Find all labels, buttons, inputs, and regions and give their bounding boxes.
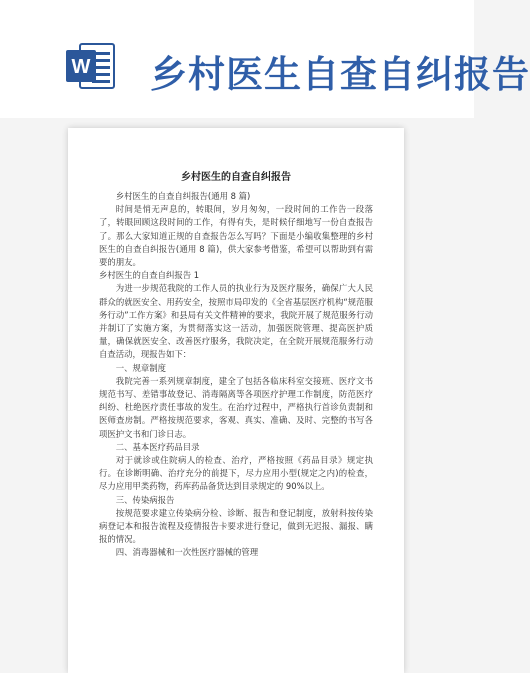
report-intro-paragraph: 为进一步规范我院的工作人员的执业行为及医疗服务，确保广大人民群众的就医安全、用药安全，按照市局印发的《全省基层医疗机构“规范服务行动”工作方案》和县局有关文件精神的要求，我院开展了规范服务行动并制订了实施方案，为贯彻落实这一活动，加强医院管理、提高医护质量，确保就医安全、改善医疗服务，我院决定，在全院开展规范服务行动自查活动，现报告如下： [99, 283, 373, 360]
section-heading: 二、基本医疗药品目录 [115, 441, 200, 452]
report-heading: 乡村医生的自查自纠报告 1 [99, 270, 200, 281]
section-heading: 一、规章制度 [115, 362, 167, 373]
word-document-icon [66, 40, 116, 92]
intro-paragraph: 时间是悄无声息的，转眼间，岁月匆匆，一段时间的工作告一段落了，转眼回顾这段时间的工作，有得有失，是时候仔细地写一份自查报告了。那么大家知道正规的自查报告怎么写吗？下面是小编收集整理的乡村医生的自查自纠报告(通用 8 篇)，供大家参考借鉴，希望可以帮助到有需要的朋友。 [99, 204, 373, 268]
document-subtitle: 乡村医生的自查自纠报告(通用 8 篇) [115, 191, 251, 201]
svg-text:W: W [71, 56, 91, 78]
section-paragraph: 我院完善一系列规章制度，建全了包括各临床科室交接班、医疗文书规范书写、差错事故登记、消毒隔离等各项医疗护理工作制度，防范医疗纠纷、杜绝医疗责任事故的发生。在治疗过程中，严格执行首诊负责制和医师查房制。严格按规范要求，客观、真实、准确、及时、完整的书写各项医护文书和门诊日志。 [99, 375, 373, 439]
header-banner [0, 0, 530, 118]
section-heading: 四、消毒器械和一次性医疗器械的管理 [115, 547, 259, 558]
section-paragraph: 对于就诊或住院病人的检查、治疗，严格按照《药品目录》规定执行。在诊断明确、治疗充分的前提下，尽力应用小型(规定之内)的检查，尽力应用甲类药物，药库药品备货达到目录规定的 90%以上。 [99, 455, 373, 492]
document-page [68, 128, 404, 673]
banner-title: 乡村医生自查自纠报告 [150, 53, 530, 96]
section-heading: 三、传染病报告 [115, 494, 175, 505]
section-paragraph: 按规范要求建立传染病分检、诊断、报告和登记制度，放射科按传染病登记本和报告流程及疫情报告卡要求进行登记，做到无迟报、漏报、瞒报的情况。 [99, 507, 373, 545]
document-body [99, 190, 373, 560]
document-title: 乡村医生的自查自纠报告 [181, 172, 291, 183]
